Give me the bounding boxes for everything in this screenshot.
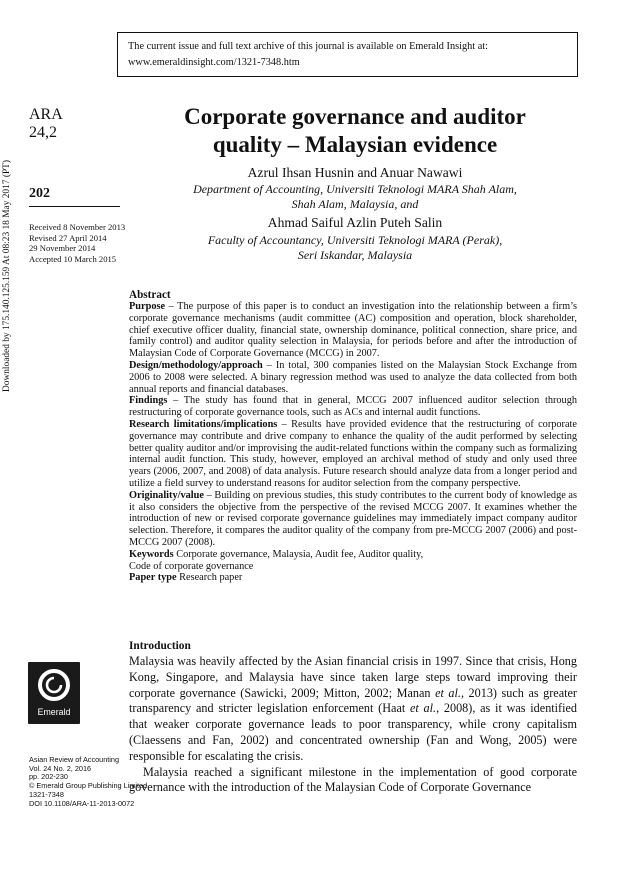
abstract-limitations	[129, 419, 577, 490]
journal-access-box	[117, 32, 578, 77]
keywords-label: Keywords	[129, 548, 174, 560]
download-watermark: Downloaded by 175.140.125.159 At 08:23 18 May 2017 (PT)	[2, 159, 12, 393]
intro-p1-a: Malaysia was heavily affected by the Asian financial crisis in 1997. Since that crisis, Hong Kong, Singapore, and Malaysia have since taken large steps toward improving their corporate governance (Sawicki, 2009; Mitton, 2002; Manan	[129, 654, 577, 700]
title-line-2: quality – Malaysian evidence	[212, 132, 498, 157]
date-received: Received 8 November 2013	[29, 222, 126, 232]
abstract-keywords	[129, 549, 577, 561]
title-line-1: Corporate governance and auditor	[184, 104, 526, 129]
intro-etal-1: et al.	[435, 685, 461, 700]
journal-volume	[29, 106, 63, 142]
intro-p1-b: , 2013) such as greater transparency and stricter legislation enforcement (Haat	[129, 685, 577, 716]
journal-copyright: © Emerald Group Publishing Limited	[29, 781, 148, 791]
journal-issn: 1321-7348	[29, 789, 64, 799]
keywords-text-2: Code of corporate governance	[129, 560, 254, 572]
intro-paragraph-1	[129, 654, 577, 765]
date-revised: Revised 27 April 2014	[29, 232, 107, 243]
journal-doi[interactable]: DOI 10.1108/ARA-11-2013-0072	[29, 798, 135, 808]
abstract-heading: Abstract	[129, 289, 171, 301]
intro-paragraph-2: Malaysia reached a significant milestone in the implementation of good corporate governance with the introduction of the Malaysian Code of Corporate Governance	[129, 764, 577, 795]
journal-info	[29, 756, 147, 808]
introduction-heading: Introduction	[129, 640, 191, 652]
abstract-design	[129, 360, 577, 395]
authors-1: Azrul Ihsan Husnin and Anuar Nawawi	[247, 165, 463, 180]
emerald-ring-icon	[37, 668, 71, 702]
intro-p1-c: , 2008), as it was identified that weaker corporate governance leads to poor transparency, while crony capitalism (Claessens and Fan, 2002) and concentrated ownership (Fan and Wong, 2005) were responsible for escalating the crisis.	[129, 701, 578, 763]
originality-text: – Building on previous studies, this study contributes to the current body of knowledge as it also considers the objective from the perspective of the revised MCCG 2007. It examines whether the introduction of new or revised corporate governance guidelines may immediately impact company auditor selection. Therefore, it compares the auditor quality of the company from pre-MCCG 2007 (2006) and post-MCCG 2007 (2008).	[129, 489, 577, 548]
affiliation-1	[126, 182, 584, 212]
volume-number: 24,2	[29, 124, 57, 141]
abstract-purpose	[129, 301, 577, 360]
keywords-text: Corporate governance, Malaysia, Audit fee, Auditor quality,	[173, 548, 424, 560]
access-note: The current issue and full text archive of this journal is available on Emerald Insight at:	[128, 41, 488, 52]
limitations-text: – Results have provided evidence that the restructuring of corporate governance may contribute and drive company to enhance the quality of the audit performed by selecting better quality auditor and/or improvising the audit-related functions within the company such as formalizing internal audit function. This study, however, employed an archival method of study and only used three years (2006, 2007, and 2008) of data analysis. Future research should analyze data from a longer period and utilize a field survey to understand reasons for auditor selection from the company perspective.	[129, 418, 577, 489]
journal-name: Asian Review of Accounting	[29, 755, 120, 764]
abstract-originality	[129, 490, 577, 549]
authors-2: Ahmad Saiful Azlin Puteh Salin	[267, 215, 443, 230]
findings-text: – The study has found that in general, MCCG 2007 influenced auditor selection through restructuring of corporate governance tools, such as ACs and internal audit functions.	[129, 395, 577, 419]
paper-type-text: Research paper	[176, 572, 243, 584]
limitations-label: Research limitations/implications	[129, 418, 278, 430]
date-revised-2: 29 November 2014	[29, 243, 96, 254]
journal-abbrev: ARA	[29, 106, 63, 123]
abstract-paper-type	[129, 572, 577, 584]
logo-text: Emerald	[37, 707, 71, 717]
intro-etal-2: et al.	[410, 701, 437, 716]
emerald-logo	[28, 662, 80, 724]
affiliation-2-line-2: Seri Iskandar, Malaysia	[297, 248, 413, 262]
journal-issue: Vol. 24 No. 2, 2016	[29, 763, 92, 773]
affiliation-1-line-2: Shah Alam, Malaysia, and	[291, 197, 419, 211]
abstract-keywords-2	[129, 561, 577, 573]
journal-url[interactable]: www.emeraldinsight.com/1321-7348.htm	[128, 57, 300, 68]
submission-dates	[29, 222, 125, 264]
affiliation-1-line-1: Department of Accounting, Universiti Teknologi MARA Shah Alam,	[193, 182, 517, 196]
date-accepted: Accepted 10 March 2015	[29, 253, 117, 264]
purpose-text: – The purpose of this paper is to conduct an investigation into the relationship between a firm’s corporate governance mechanisms (audit committee (AC) composition and operation, block shareholder, chief executive officer duality, financial state, ownership dominance, political connection, share price, and family control) and auditor quality selection in Malaysia, for periods before and after the introduction of Malaysian Code of Corporate Governance (MCCG) in 2007.	[129, 301, 577, 360]
affiliation-2-line-1: Faculty of Accountancy, Universiti Teknologi MARA (Perak),	[207, 233, 503, 247]
introduction-body	[129, 654, 577, 796]
design-label: Design/methodology/approach	[129, 359, 263, 371]
article-title	[126, 103, 584, 159]
abstract-findings	[129, 395, 577, 419]
originality-label: Originality/value	[129, 489, 204, 501]
purpose-label: Purpose	[129, 301, 166, 312]
affiliation-2	[126, 233, 584, 263]
page-number: 202	[29, 186, 50, 201]
journal-pages: pp. 202-230	[29, 772, 68, 782]
design-text: – In total, 300 companies listed on the Malaysian Stock Exchange from 2006 to 2008 were selected. A binary regression method was used to analyze the data collected from both annual reports and financial databases.	[129, 359, 577, 395]
abstract-body	[129, 301, 577, 584]
paper-type-label: Paper type	[129, 572, 177, 584]
sidebar-divider	[29, 206, 120, 207]
findings-label: Findings	[129, 395, 168, 407]
